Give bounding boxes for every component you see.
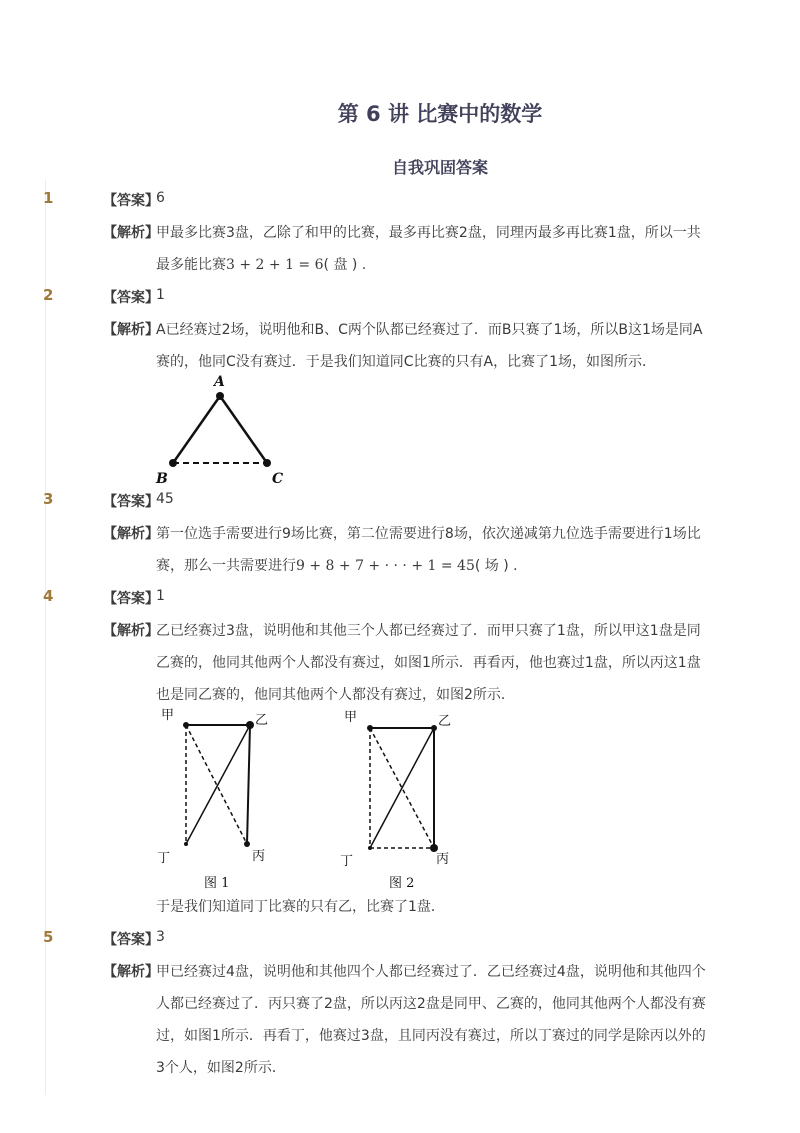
analysis-3-line-1: 第一位选手需要进行9场比赛，第二位需要进行8场，依次递减第九位选手需要进行1场比 xyxy=(156,526,701,542)
analysis-3-formula: 9 + 8 + 7 + · · · + 1 = 45 xyxy=(296,558,475,574)
section-subtitle: 自我巩固答案 xyxy=(391,158,488,177)
vertex-c xyxy=(263,459,271,467)
fig2-label-bing: 丙 xyxy=(436,852,450,867)
answer-tag-4: 【答案】 xyxy=(103,591,159,607)
analysis-5-line-1: 甲已经赛过4盘，说明他和其他四个人都已经赛过了．乙已经赛过4盘，说明他和其他四个 xyxy=(156,964,706,980)
analysis-1-line-2-post: ( 盘 ) . xyxy=(323,257,367,273)
analysis-1-formula: 3 + 2 + 1 = 6 xyxy=(226,257,324,273)
answer-value-4: 1 xyxy=(156,588,165,604)
fig1-label-ding: 丁 xyxy=(157,851,171,866)
fig2-label-jia: 甲 xyxy=(344,710,358,725)
left-margin-rule xyxy=(45,180,46,1095)
fig1-label-jia: 甲 xyxy=(161,708,175,723)
answer-value-1: 6 xyxy=(156,190,165,206)
fig1-node-jia xyxy=(183,722,189,728)
analysis-1-line-2 xyxy=(156,254,366,274)
answer-tag-1: 【答案】 xyxy=(103,193,159,209)
question-number-2: 2 xyxy=(43,286,54,304)
question-number-5: 5 xyxy=(43,928,54,946)
fig1-edge-yi-ding xyxy=(186,725,250,844)
analysis-5-line-4: 3个人，如图2所示． xyxy=(156,1060,286,1076)
answer-value-5: 3 xyxy=(156,929,165,945)
analysis-4-conclusion: 于是我们知道同丁比赛的只有乙，比赛了1盘． xyxy=(156,899,445,915)
fig1-label-yi: 乙 xyxy=(255,713,269,728)
analysis-1-line-1: 甲最多比赛3盘，乙除了和甲的比赛，最多再比赛2盘，同理丙最多再比赛1盘，所以一共 xyxy=(156,225,701,241)
analysis-2-line-2: 赛的，他同C没有赛过．于是我们知道同C比赛的只有A，比赛了1场，如图所示． xyxy=(156,354,657,370)
analysis-tag-1: 【解析】 xyxy=(103,225,159,241)
edge-a-b xyxy=(173,396,220,463)
analysis-2-line-1: A已经赛过2场，说明他和B、C两个队都已经赛过了．而B只赛了1场，所以B这1场是同A xyxy=(156,322,703,338)
analysis-tag-3: 【解析】 xyxy=(103,526,159,542)
fig2-caption: 图 2 xyxy=(389,876,415,891)
fig2-node-ding xyxy=(368,846,372,850)
answer-tag-5: 【答案】 xyxy=(103,932,159,948)
fig2-node-bing xyxy=(430,844,438,852)
fig1-edge-yi-bing xyxy=(247,725,250,844)
vertex-a xyxy=(216,392,224,400)
figure-1 xyxy=(155,705,285,895)
analysis-tag-4: 【解析】 xyxy=(103,623,159,639)
question-number-4: 4 xyxy=(43,587,54,605)
analysis-tag-2: 【解析】 xyxy=(103,322,159,338)
analysis-4-line-1: 乙已经赛过3盘，说明他和其他三个人都已经赛过了．而甲只赛了1盘，所以甲这1盘是同 xyxy=(156,623,701,639)
edge-a-c xyxy=(220,396,267,463)
fig1-node-bing xyxy=(244,841,250,847)
analysis-5-line-2: 人都已经赛过了．丙只赛了2盘，所以丙这2盘是同甲、乙赛的，他同其他两个人都没有赛 xyxy=(156,996,706,1012)
vertex-b xyxy=(169,459,177,467)
analysis-tag-5: 【解析】 xyxy=(103,964,159,980)
page-title: 第 6 讲 比赛中的数学 xyxy=(337,102,543,126)
analysis-3-line-2-post: ( 场 ) . xyxy=(474,558,518,574)
analysis-1-line-2-pre: 最多能比赛 xyxy=(156,257,226,273)
triangle-figure xyxy=(150,370,310,490)
analysis-3-line-2 xyxy=(156,555,518,575)
answer-value-2: 1 xyxy=(156,287,165,303)
vertex-label-b: B xyxy=(156,471,168,487)
vertex-label-a: A xyxy=(214,374,225,390)
answer-value-3: 45 xyxy=(156,491,174,507)
analysis-5-line-3: 过，如图1所示．再看丁，他赛过3盘，且同丙没有赛过，所以丁赛过的同学是除丙以外的 xyxy=(156,1028,706,1044)
fig1-caption: 图 1 xyxy=(204,876,230,891)
analysis-4-line-3: 也是同乙赛的，他同其他两个人都没有赛过，如图2所示． xyxy=(156,687,515,703)
vertex-label-c: C xyxy=(272,471,284,487)
figure-2 xyxy=(340,705,470,895)
fig2-label-ding: 丁 xyxy=(340,854,354,869)
question-number-1: 1 xyxy=(43,189,54,207)
fig2-label-yi: 乙 xyxy=(438,714,452,729)
analysis-4-line-2: 乙赛的，他同其他两个人都没有赛过，如图1所示．再看丙，他也赛过1盘，所以丙这1盘 xyxy=(156,655,701,671)
fig2-node-jia xyxy=(367,725,373,731)
fig1-node-yi xyxy=(246,721,254,729)
fig2-node-yi xyxy=(431,725,437,731)
analysis-3-line-2-pre: 赛，那么一共需要进行 xyxy=(156,558,296,574)
question-number-3: 3 xyxy=(43,490,54,508)
fig1-label-bing: 丙 xyxy=(252,849,266,864)
answer-tag-3: 【答案】 xyxy=(103,494,159,510)
fig1-node-ding xyxy=(184,842,188,846)
answer-tag-2: 【答案】 xyxy=(103,290,159,306)
